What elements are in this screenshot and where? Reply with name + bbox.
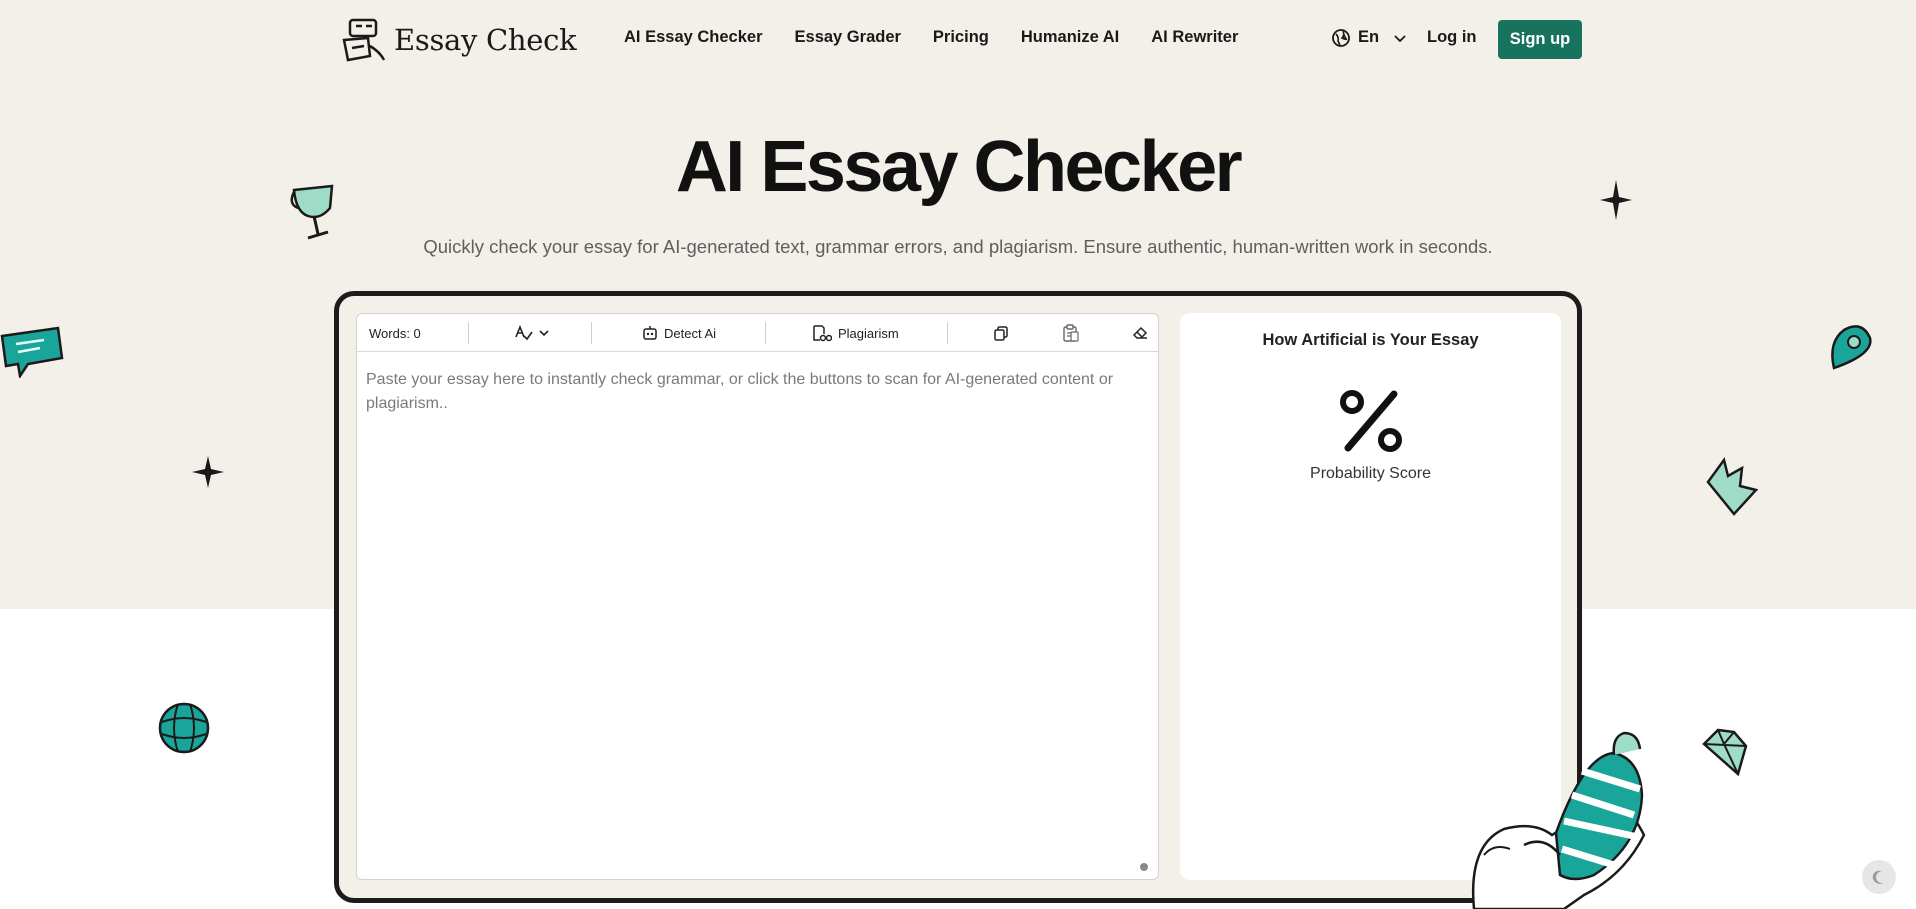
clear-button[interactable]	[1133, 314, 1148, 352]
nav-ai-rewriter[interactable]: AI Rewriter	[1151, 28, 1239, 46]
sparkle-deco-icon	[192, 456, 224, 488]
diamond-deco-icon	[1700, 728, 1750, 778]
plagiarism-label: Plagiarism	[838, 325, 899, 341]
language-label: En	[1358, 28, 1380, 46]
signup-button[interactable]: Sign up	[1498, 20, 1582, 59]
probability-score-label: Probability Score	[1310, 465, 1431, 482]
moon-icon	[1871, 869, 1887, 885]
nav-pricing[interactable]: Pricing	[932, 28, 989, 46]
chat-bubble-deco-icon	[0, 326, 64, 378]
plagiarism-icon	[812, 324, 832, 342]
page-subtitle: Quickly check your essay for AI-generated text, grammar errors, and plagiarism. Ensure authentic, human-written work in seconds.	[423, 236, 1493, 257]
word-count: Words: 0	[369, 325, 421, 341]
nav-humanize-ai[interactable]: Humanize AI	[1020, 28, 1120, 46]
detect-ai-button[interactable]	[642, 314, 716, 352]
toolbar-divider	[765, 322, 766, 344]
spellcheck-dropdown[interactable]	[515, 314, 549, 352]
toolbar-divider	[468, 322, 469, 344]
result-title: How Artificial is Your Essay	[1262, 331, 1479, 349]
chevron-down-icon	[1393, 31, 1407, 45]
nav-essay-grader[interactable]: Essay Grader	[794, 28, 901, 46]
logo[interactable]	[340, 16, 576, 64]
nav-ai-essay-checker[interactable]: AI Essay Checker	[624, 28, 763, 46]
site-header	[0, 0, 1916, 80]
chevron-down-icon	[539, 328, 549, 338]
copy-icon	[994, 326, 1008, 341]
globe-deco-icon	[158, 702, 210, 754]
mascot-illustration-icon	[1464, 725, 1648, 909]
percent-icon	[1338, 388, 1404, 454]
logo-text: Essay Check	[394, 23, 577, 57]
spellcheck-icon	[515, 325, 533, 341]
main-nav	[624, 28, 1238, 47]
toolbar-divider	[947, 322, 948, 344]
essay-input[interactable]: Paste your essay here to instantly check grammar, or click the buttons to scan for AI-generated content or plagiarism..	[366, 371, 1114, 412]
detect-ai-label: Detect Ai	[664, 325, 717, 341]
logo-mascot-icon	[340, 16, 388, 64]
paste-icon	[1063, 324, 1079, 342]
page-title: AI Essay Checker	[675, 127, 1241, 207]
copy-button[interactable]	[994, 314, 1008, 352]
globe-icon	[1332, 29, 1350, 47]
eraser-icon	[1133, 326, 1148, 340]
robot-icon	[642, 325, 658, 341]
login-link[interactable]: Log in	[1427, 28, 1477, 46]
crown-deco-icon	[1704, 456, 1760, 518]
toolbar-divider	[591, 322, 592, 344]
editor-toolbar	[357, 314, 1158, 352]
essay-editor	[356, 313, 1159, 880]
map-pin-deco-icon	[1826, 322, 1876, 372]
paste-button[interactable]	[1063, 314, 1079, 352]
resize-handle[interactable]	[1140, 863, 1148, 871]
dark-mode-toggle[interactable]	[1862, 860, 1896, 894]
language-selector[interactable]	[1332, 28, 1407, 47]
plagiarism-button[interactable]	[812, 314, 899, 352]
